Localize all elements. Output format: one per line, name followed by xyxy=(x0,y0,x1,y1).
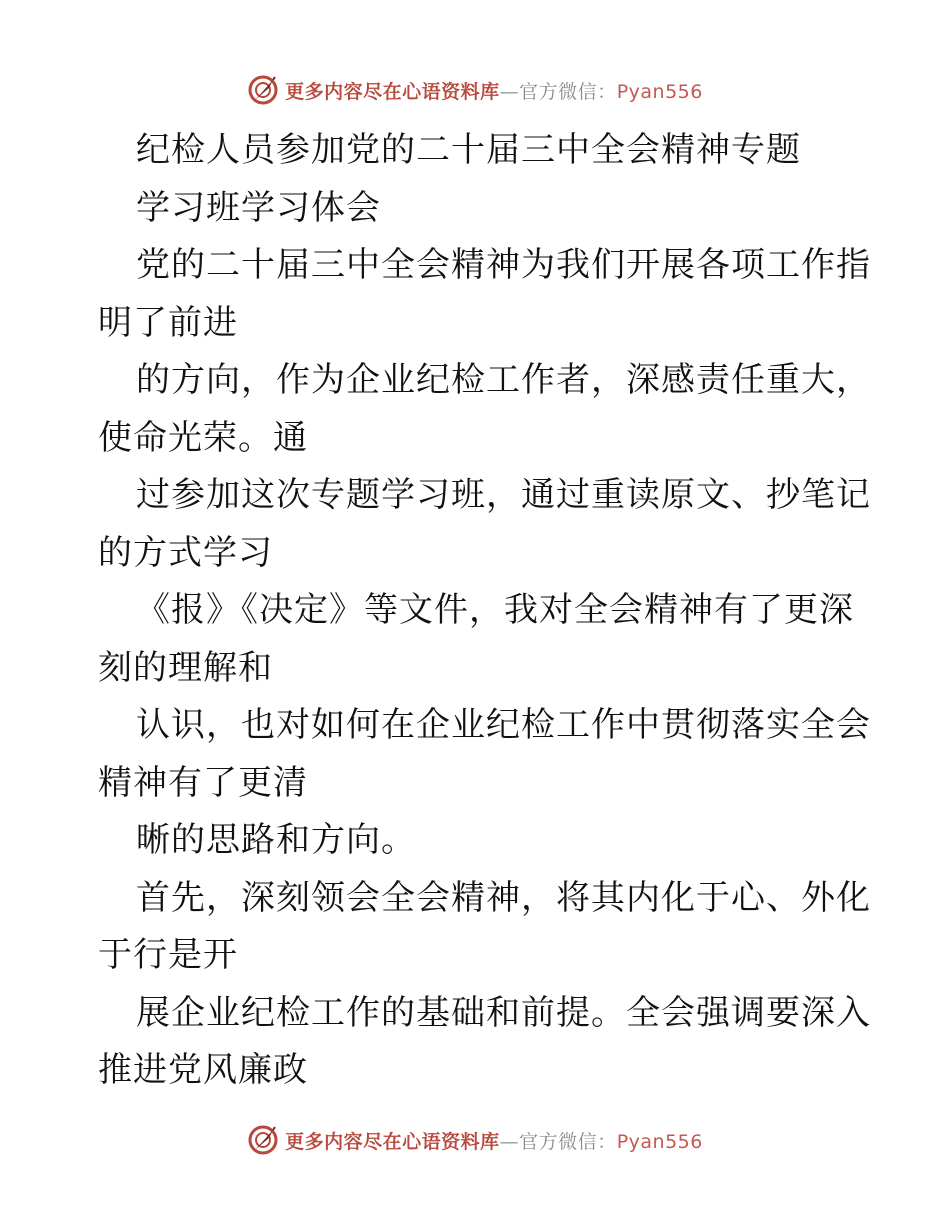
watermark-text xyxy=(285,77,703,104)
document-title-line-2: 学习班学习体会 xyxy=(136,187,381,228)
watermark-site-name: 更多内容尽在心语资料库 xyxy=(285,1130,500,1153)
paragraph-line: 明了前进 xyxy=(98,302,238,343)
paragraph-line: 推进党风廉政 xyxy=(98,1050,308,1090)
paragraph-line: 于行是开 xyxy=(98,935,238,975)
watermark-separator: — xyxy=(499,80,520,103)
paragraph-line: 刻的理解和 xyxy=(98,647,273,688)
document-title-line-1: 纪检人员参加党的二十届三中全会精神专题 xyxy=(136,130,801,170)
watermark-wechat-label: 官方微信： xyxy=(519,1130,617,1153)
watermark-wechat-id: Pyan556 xyxy=(616,80,703,103)
watermark-site-name: 更多内容尽在心语资料库 xyxy=(285,80,500,103)
paragraph-line: 精神有了更清 xyxy=(98,762,308,803)
document-body xyxy=(98,122,871,1100)
paragraph-line: 的方式学习 xyxy=(98,532,273,573)
watermark-text xyxy=(285,1127,703,1154)
paragraph-line: 党的二十届三中全会精神为我们开展各项工作指 xyxy=(136,245,871,285)
paragraph-line: 首先，深刻领会全会精神，将其内化于心、外化 xyxy=(136,877,871,918)
paragraph-line: 的方向，作为企业纪检工作者，深感责任重大， xyxy=(136,360,871,400)
paragraph-line: 认识，也对如何在企业纪检工作中贯彻落实全会 xyxy=(136,705,871,745)
quill-pen-logo-icon xyxy=(247,74,279,106)
footer-watermark xyxy=(0,1120,950,1160)
watermark-wechat-id: Pyan556 xyxy=(616,1130,703,1153)
paragraph-line: 晰的思路和方向。 xyxy=(136,820,416,860)
watermark-separator: — xyxy=(499,1130,520,1153)
header-watermark xyxy=(0,70,950,110)
paragraph-line: 使命光荣。通 xyxy=(98,417,308,458)
paragraph-line: 过参加这次专题学习班，通过重读原文、抄笔记 xyxy=(136,475,871,515)
quill-pen-logo-icon xyxy=(247,1124,279,1156)
paragraph-line: 《报》《决定》等文件，我对全会精神有了更深 xyxy=(136,590,854,630)
watermark-wechat-label: 官方微信： xyxy=(519,80,617,103)
paragraph-line: 展企业纪检工作的基础和前提。全会强调要深入 xyxy=(136,992,871,1033)
